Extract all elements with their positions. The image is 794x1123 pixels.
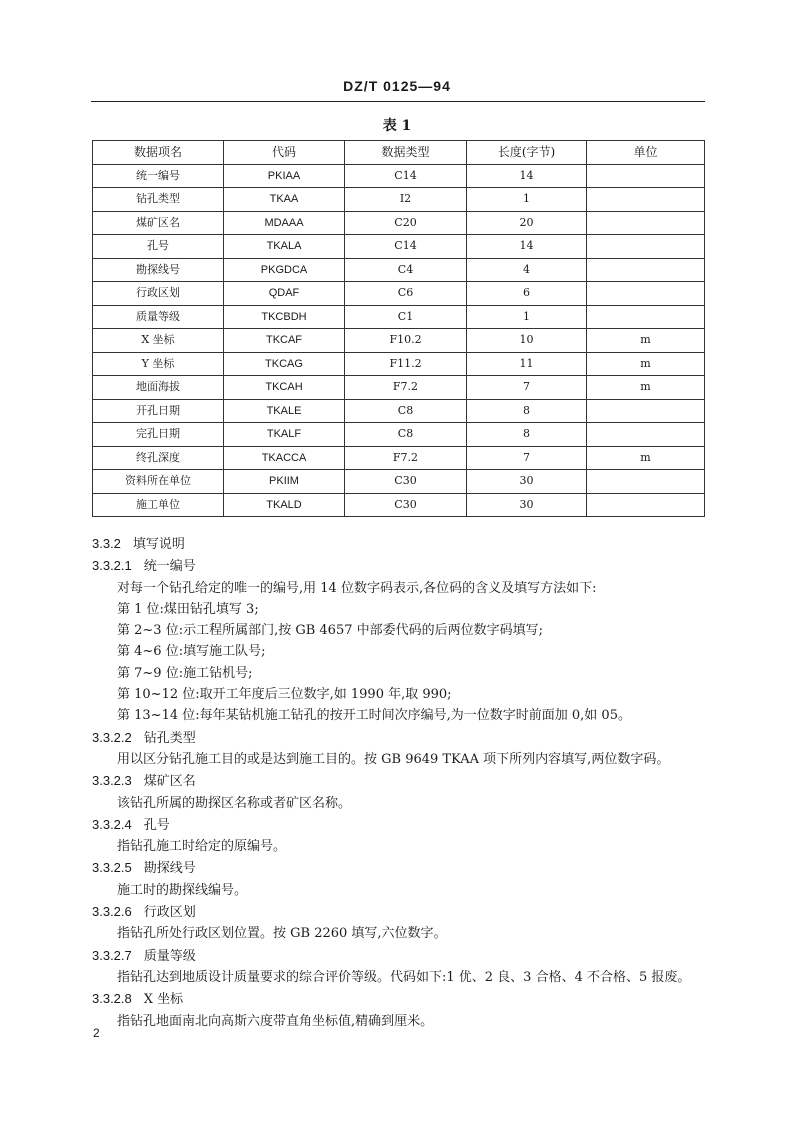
body-paragraph: 第 13~14 位:每年某钻机施工钻孔的按开工时间次序编号,为一位数字时前面加 0,如 05。: [117, 708, 631, 724]
section-heading: [92, 770, 732, 792]
body-paragraph: 指钻孔施工时给定的原编号。: [117, 839, 287, 855]
table-row: [93, 493, 705, 517]
body-paragraph: 该钻孔所属的勘探区名称或者矿区名称。: [117, 795, 352, 811]
cell-unit: [587, 470, 705, 494]
table-row: [93, 164, 705, 188]
cell-type: C14: [345, 164, 467, 188]
cell-code: TKAA: [224, 188, 345, 212]
cell-length: 14: [467, 235, 587, 259]
cell-code: TKACCA: [224, 446, 345, 470]
cell-name: X 坐标: [93, 329, 224, 353]
section-title: 孔号: [143, 817, 170, 833]
cell-name: Y 坐标: [93, 352, 224, 376]
cell-code: MDAAA: [224, 211, 345, 235]
section-number: 3.3.2.6: [92, 904, 132, 920]
cell-unit: m: [587, 376, 705, 400]
section-number: 3.3.2.2: [92, 729, 132, 745]
section-title: 煤矿区名: [143, 774, 196, 790]
table-row: [93, 470, 705, 494]
cell-code: TKCAG: [224, 352, 345, 376]
cell-length: 11: [467, 352, 587, 376]
column-header-unit: 单位: [587, 141, 705, 165]
section-title: 行政区划: [143, 905, 196, 921]
cell-name: 资料所在单位: [93, 470, 224, 494]
body-paragraph: 指钻孔所处行政区划位置。按 GB 2260 填写,六位数字。: [117, 926, 447, 942]
table-row: [93, 211, 705, 235]
cell-length: 10: [467, 329, 587, 353]
cell-name: 行政区划: [93, 282, 224, 306]
cell-code: PKIIM: [224, 470, 345, 494]
cell-length: 4: [467, 258, 587, 282]
section-heading: [92, 555, 732, 577]
cell-name: 完孔日期: [93, 423, 224, 447]
section-title: 勘探线号: [143, 861, 196, 877]
section-title: X 坐标: [143, 992, 184, 1008]
section-title: 钻孔类型: [143, 730, 196, 746]
body-paragraph: 第 7~9 位:施工钻机号;: [117, 665, 253, 681]
section-number: 3.3.2: [92, 536, 121, 551]
cell-name: 质量等级: [93, 305, 224, 329]
body-paragraph: 指钻孔达到地质设计质量要求的综合评价等级。代码如下:1 优、2 良、3 合格、4 不合格、5 报废。: [117, 969, 691, 985]
table-row: [93, 188, 705, 212]
header-rule: [91, 101, 705, 102]
cell-length: 1: [467, 305, 587, 329]
cell-code: TKCBDH: [224, 305, 345, 329]
cell-length: 30: [467, 493, 587, 517]
cell-type: C14: [345, 235, 467, 259]
cell-code: TKALE: [224, 399, 345, 423]
document-header: DZ/T 0125—94: [343, 78, 451, 94]
body-paragraph: 第 4~6 位:填写施工队号;: [117, 644, 266, 660]
section-title: 统一编号: [143, 559, 196, 575]
cell-length: 30: [467, 470, 587, 494]
cell-unit: m: [587, 352, 705, 376]
section-heading: [92, 901, 732, 923]
table-row: [93, 352, 705, 376]
cell-type: C1: [345, 305, 467, 329]
cell-unit: [587, 188, 705, 212]
table-row: [93, 235, 705, 259]
cell-code: PKIAA: [224, 164, 345, 188]
page-number: 2: [93, 1026, 100, 1040]
section-title: 质量等级: [143, 948, 196, 964]
cell-name: 开孔日期: [93, 399, 224, 423]
table-row: [93, 446, 705, 470]
cell-unit: [587, 211, 705, 235]
column-header-type: 数据类型: [345, 141, 467, 165]
cell-type: F11.2: [345, 352, 467, 376]
cell-length: 7: [467, 446, 587, 470]
cell-unit: [587, 399, 705, 423]
cell-name: 统一编号: [93, 164, 224, 188]
cell-length: 8: [467, 423, 587, 447]
cell-code: TKALA: [224, 235, 345, 259]
section-heading: [92, 945, 732, 967]
column-header-name: 数据项名: [93, 141, 224, 165]
section-number: 3.3.2.5: [92, 860, 132, 876]
cell-type: C30: [345, 470, 467, 494]
table-row: [93, 376, 705, 400]
cell-length: 20: [467, 211, 587, 235]
cell-unit: [587, 235, 705, 259]
cell-name: 孔号: [93, 235, 224, 259]
cell-unit: [587, 423, 705, 447]
section-heading: [92, 988, 732, 1010]
cell-type: F7.2: [345, 446, 467, 470]
body-paragraph: 指钻孔地面南北向高斯六度带直角坐标值,精确到厘米。: [117, 1013, 434, 1029]
cell-unit: [587, 305, 705, 329]
column-header-code: 代码: [224, 141, 345, 165]
cell-length: 6: [467, 282, 587, 306]
cell-name: 终孔深度: [93, 446, 224, 470]
cell-name: 钻孔类型: [93, 188, 224, 212]
table-row: [93, 399, 705, 423]
cell-code: PKGDCA: [224, 258, 345, 282]
table-row: [93, 423, 705, 447]
cell-unit: [587, 493, 705, 517]
cell-length: 14: [467, 164, 587, 188]
body-paragraph: 第 2~3 位:示工程所属部门,按 GB 4657 中部委代码的后两位数字码填写;: [117, 623, 544, 639]
cell-name: 煤矿区名: [93, 211, 224, 235]
cell-type: C8: [345, 399, 467, 423]
cell-code: TKCAH: [224, 376, 345, 400]
cell-code: TKALD: [224, 493, 345, 517]
table-row: [93, 258, 705, 282]
table-body: [93, 164, 705, 517]
section-heading: [92, 727, 732, 749]
cell-name: 施工单位: [93, 493, 224, 517]
cell-length: 7: [467, 376, 587, 400]
cell-unit: m: [587, 446, 705, 470]
section-number: 3.3.2.4: [92, 816, 132, 832]
data-items-table: [92, 140, 705, 517]
cell-unit: [587, 258, 705, 282]
table-row: [93, 329, 705, 353]
section-number: 3.3.2.7: [92, 947, 132, 963]
cell-unit: [587, 164, 705, 188]
section-title: 填写说明: [132, 537, 185, 552]
section-number: 3.3.2.3: [92, 773, 132, 789]
table-header-row: [93, 141, 705, 165]
section-number: 3.3.2.8: [92, 991, 132, 1007]
body-paragraph: 第 1 位:煤田钻孔填写 3;: [117, 601, 259, 617]
column-header-length: 长度(字节): [467, 141, 587, 165]
cell-type: C20: [345, 211, 467, 235]
section-heading: [92, 857, 732, 879]
cell-name: 勘探线号: [93, 258, 224, 282]
fill-instructions: [92, 533, 732, 1032]
section-number: 3.3.2.1: [92, 558, 132, 574]
cell-type: C4: [345, 258, 467, 282]
cell-type: C8: [345, 423, 467, 447]
cell-name: 地面海拔: [93, 376, 224, 400]
body-paragraph: 用以区分钻孔施工目的或是达到施工目的。按 GB 9649 TKAA 项下所列内容填写,两位数字码。: [117, 751, 670, 767]
cell-length: 8: [467, 399, 587, 423]
body-paragraph: 第 10~12 位:取开工年度后三位数字,如 1990 年,取 990;: [117, 687, 452, 703]
body-paragraph: 施工时的勘探线编号。: [117, 882, 248, 898]
cell-type: I2: [345, 188, 467, 212]
cell-type: C30: [345, 493, 467, 517]
body-paragraph: 对每一个钻孔给定的唯一的编号,用 14 位数字码表示,各位码的含义及填写方法如下:: [117, 580, 597, 596]
cell-type: F7.2: [345, 376, 467, 400]
section-heading: [92, 533, 732, 555]
cell-unit: m: [587, 329, 705, 353]
cell-type: F10.2: [345, 329, 467, 353]
table-row: [93, 305, 705, 329]
cell-unit: [587, 282, 705, 306]
cell-code: TKALF: [224, 423, 345, 447]
table-title: 表 1: [382, 118, 412, 134]
table-row: [93, 282, 705, 306]
cell-length: 1: [467, 188, 587, 212]
cell-type: C6: [345, 282, 467, 306]
cell-code: QDAF: [224, 282, 345, 306]
cell-code: TKCAF: [224, 329, 345, 353]
section-heading: [92, 814, 732, 836]
